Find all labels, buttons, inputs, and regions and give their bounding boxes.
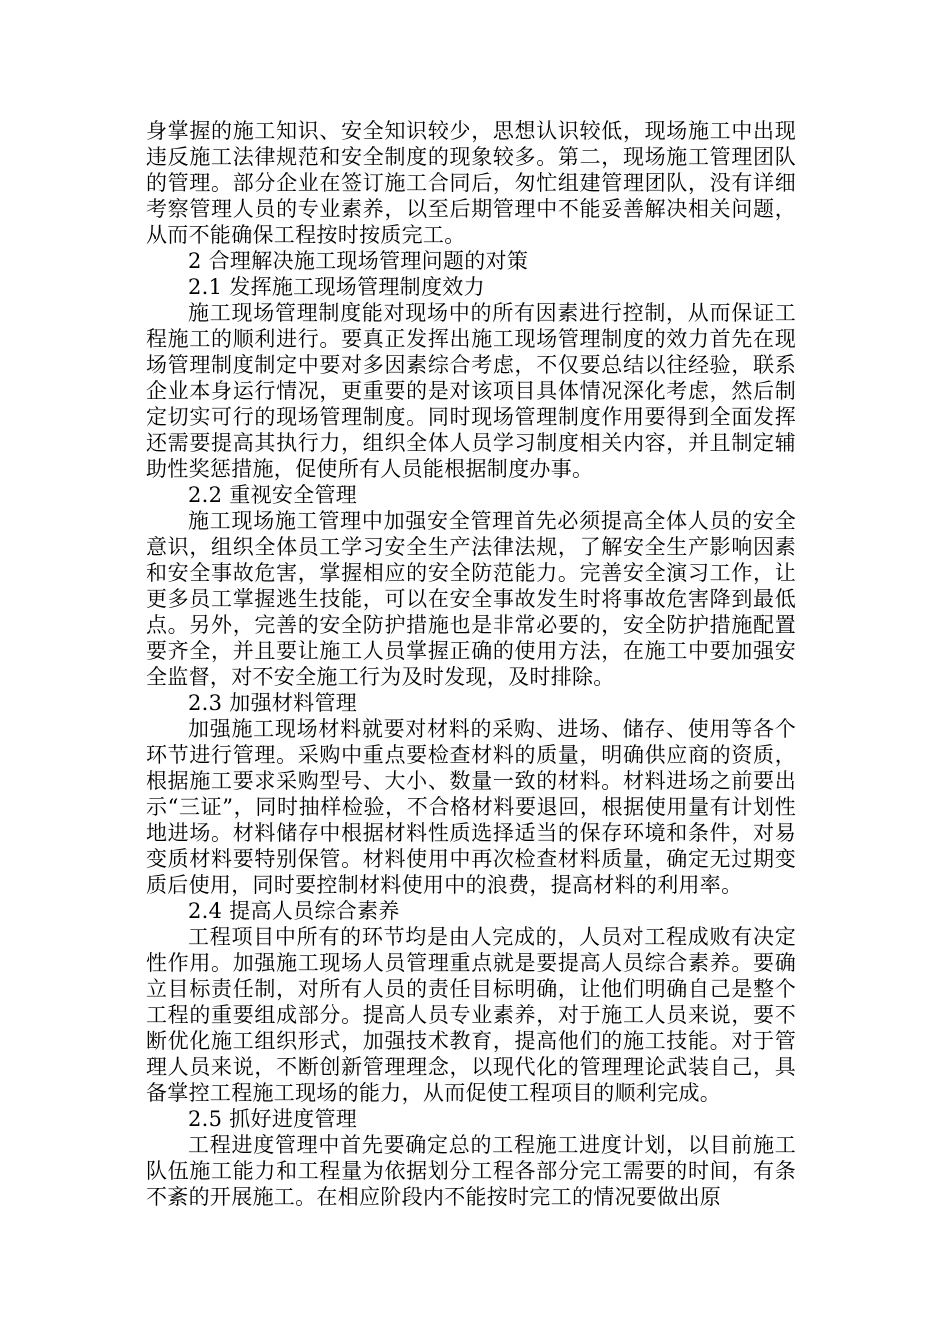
paragraph-2-3: 加强施工现场材料就要对材料的采购、进场、储存、使用等各个环节进行管理。采购中重点要检查材料的质量，明确供应商的资质，根据施工要求采购型号、大小、数量一致的材料。材料进场之前要出示“三证”，同时抽样检验，不合格材料要退回，根据使用量有计划性地进场。材料储存中根据材料性质选择适当的保存环境和条件，对易变质材料要特别保管。材料使用中再次检查材料质量，确定无过期变质后使用，同时要控制材料使用中的浪费，提高材料的利用率。	[146, 717, 796, 897]
paragraph-2-5: 工程进度管理中首先要确定总的工程施工进度计划，以目前施工队伍施工能力和工程量为依据划分工程各部分完工需要的时间，有条不紊的开展施工。在相应阶段内不能按时完工的情况要做出原	[146, 1133, 796, 1209]
subsection-heading-2-3: 2.3 加强材料管理	[188, 691, 358, 715]
paragraph-2-1: 施工现场管理制度能对现场中的所有因素进行控制，从而保证工程施工的顺利进行。要真正发挥出施工现场管理制度的效力首先在现场管理制度制定中要对多因素综合考虑，不仅要总结以往经验，联系企业本身运行情况，更重要的是对该项目具体情况深化考虑，然后制定切实可行的现场管理制度。同时现场管理制度作用要得到全面发挥还需要提高其执行力，组织全体人员学习制度相关内容，并且制定辅助性奖惩措施，促使所有人员能根据制度办事。	[146, 301, 796, 481]
subsection-heading-2-2: 2.2 重视安全管理	[188, 483, 358, 507]
section-heading-2: 2 合理解决施工现场管理问题的对策	[188, 249, 529, 273]
paragraph-continuation: 身掌握的施工知识、安全知识较少，思想认识较低，现场施工中出现违反施工法律规范和安全制度的现象较多。第二，现场施工管理团队的管理。部分企业在签订施工合同后，匆忙组建管理团队，没有详细考察管理人员的专业素养，以至后期管理中不能妥善解决相关问题，从而不能确保工程按时按质完工。	[146, 119, 796, 247]
subsection-heading-2-5: 2.5 抓好进度管理	[188, 1107, 358, 1131]
document-page	[146, 118, 796, 1210]
paragraph-2-2: 施工现场施工管理中加强安全管理首先必须提高全体人员的安全意识，组织全体员工学习安全生产法律法规，了解安全生产影响因素和安全事故危害，掌握相应的安全防范能力。完善安全演习工作，让更多员工掌握逃生技能，可以在安全事故发生时将事故危害降到最低点。另外，完善的安全防护措施也是非常必要的，安全防护措施配置要齐全，并且要让施工人员掌握正确的使用方法，在施工中要加强安全监督，对不安全施工行为及时发现，及时排除。	[146, 509, 796, 689]
paragraph-2-4: 工程项目中所有的环节均是由人完成的，人员对工程成败有决定性作用。加强施工现场人员管理重点就是要提高人员综合素养。要确立目标责任制，对所有人员的责任目标明确，让他们明确自己是整个工程的重要组成部分。提高人员专业素养，对于施工人员来说，要不断优化施工组织形式，加强技术教育，提高他们的施工技能。对于管理人员来说，不断创新管理理念，以现代化的管理理论武装自己，具备掌控工程施工现场的能力，从而促使工程项目的顺利完成。	[146, 925, 796, 1105]
subsection-heading-2-1: 2.1 发挥施工现场管理制度效力	[188, 275, 485, 299]
subsection-heading-2-4: 2.4 提高人员综合素养	[188, 899, 400, 923]
